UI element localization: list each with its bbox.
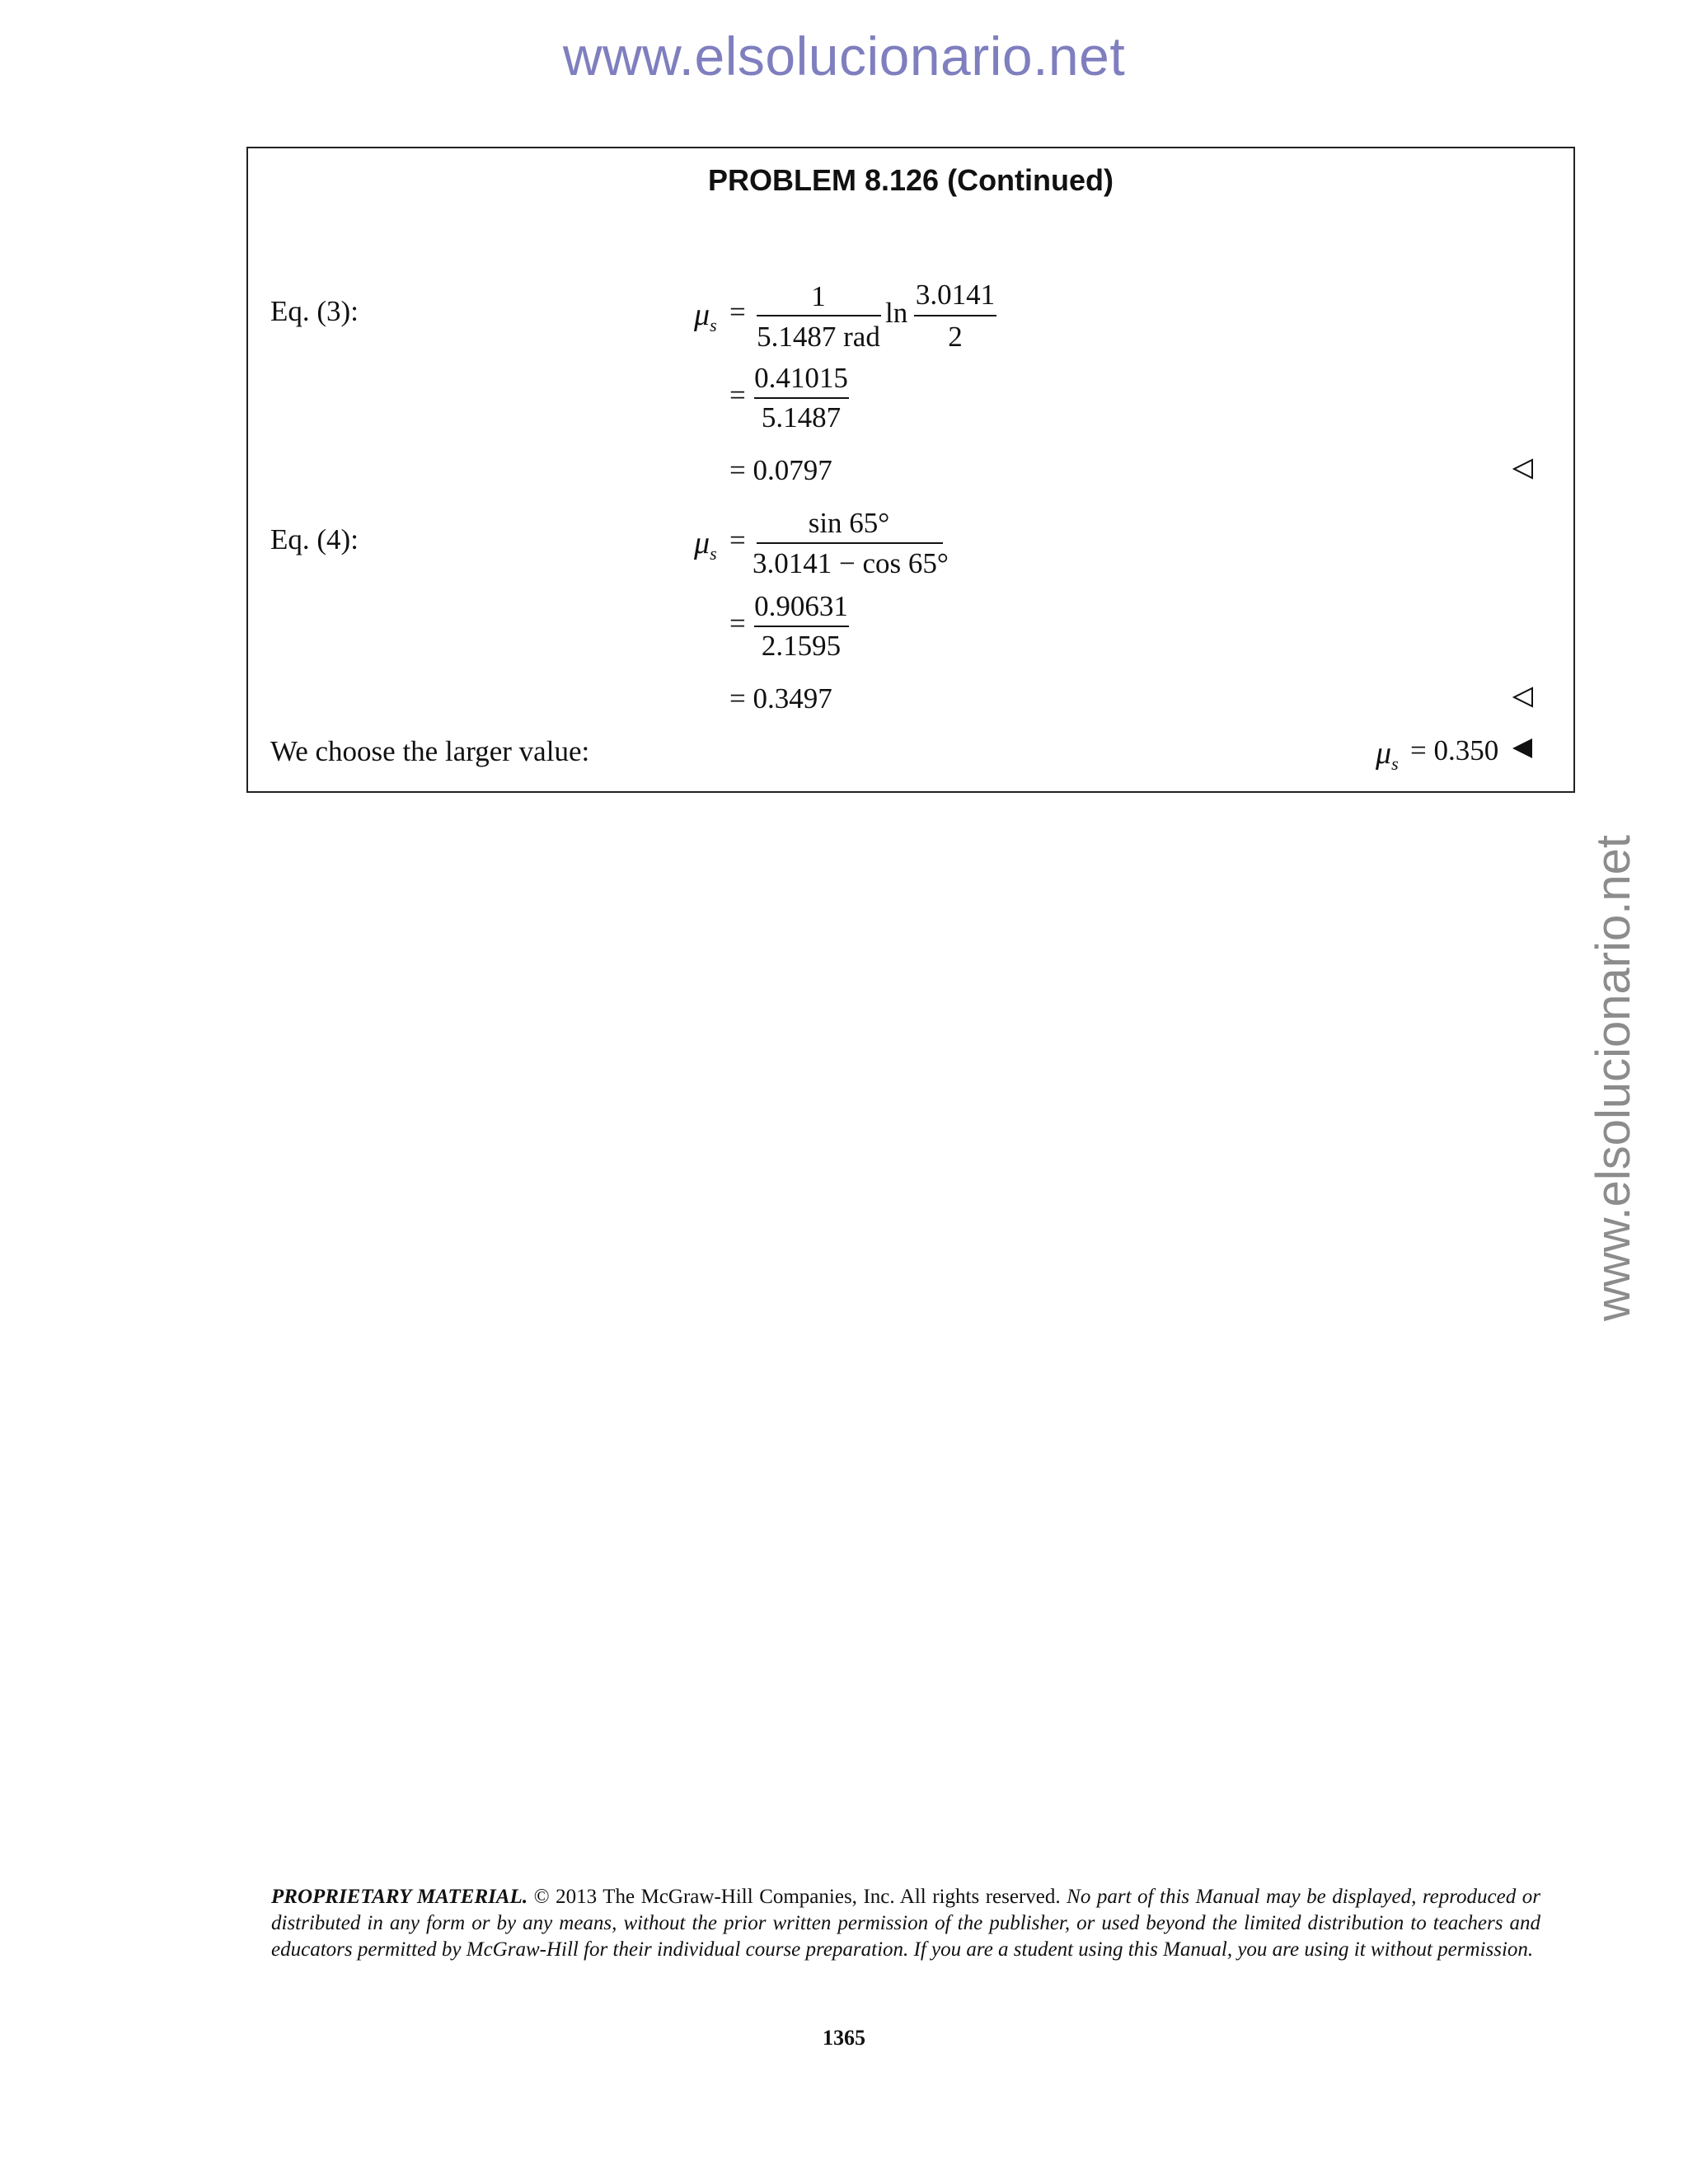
eq4-label: Eq. (4):: [270, 523, 359, 555]
eq3-ln: ln: [885, 297, 908, 329]
eq3-frac1-denominator: 5.1487 rad: [757, 321, 880, 353]
footer-copyright: © 2013 The McGraw-Hill Companies, Inc. All rights reserved.: [533, 1886, 1061, 1908]
eq4-result: = 0.3497: [729, 682, 832, 715]
footer-notice: No part of this Manual may be displayed, reproduced or distributed in any form or by any means, without the prior written permission of the publisher, or used beyond the limited distribution to teachers and educators permitted by McGraw-Hill for their individual course preparation. If you are a student using this Manual, you are using it without permission.: [271, 1886, 1540, 1961]
eq4-step2-line: [754, 626, 849, 627]
eq3-frac2-numerator: 3.0141: [915, 279, 996, 311]
eq3-step2-numerator: 0.41015: [754, 362, 848, 394]
eq4-mu: $\mu_s$: [694, 526, 717, 564]
eq3-label: Eq. (3):: [270, 295, 359, 327]
open-triangle-marker-icon: [1512, 687, 1534, 708]
eq4-equals: =: [729, 524, 746, 556]
watermark-top: www.elsolucionario.net: [562, 26, 1126, 87]
eq3-step2-line: [754, 397, 849, 399]
page-number: 1365: [823, 2026, 865, 2050]
answer-value: = 0.350: [1410, 734, 1499, 766]
eq3-mu: $\mu_s$: [694, 298, 717, 335]
problem-title: PROBLEM 8.126 (Continued): [707, 163, 1114, 197]
eq3-step2-denominator: 5.1487: [761, 401, 842, 434]
eq3-frac1-numerator: 1: [811, 280, 826, 312]
eq3-frac2-line: [914, 315, 996, 316]
eq3-result: = 0.0797: [729, 454, 832, 486]
filled-triangle-marker-icon: [1511, 737, 1534, 760]
answer-mu: $\mu_s$: [1376, 736, 1399, 774]
footer-lead: PROPRIETARY MATERIAL.: [271, 1886, 528, 1908]
eq4-frac1-denominator: 3.0141 − cos 65°: [753, 547, 949, 579]
proprietary-notice: [271, 1884, 1540, 1963]
eq3-frac2-denominator: 2: [948, 321, 963, 353]
eq3-step2-equals: =: [729, 379, 746, 411]
eq3-equals: =: [729, 296, 746, 328]
eq4-step2-denominator: 2.1595: [761, 630, 842, 662]
eq3-frac1-line: [757, 315, 881, 316]
problem-box: [246, 147, 1575, 793]
watermark-side: www.elsolucionario.net: [1587, 835, 1640, 1321]
eq4-frac1-numerator: sin 65°: [808, 507, 890, 539]
conclusion-text: We choose the larger value:: [270, 735, 590, 767]
eq4-frac1-line: [757, 542, 943, 544]
open-triangle-marker-icon: [1512, 458, 1534, 480]
eq4-step2-numerator: 0.90631: [754, 590, 848, 622]
eq4-step2-equals: =: [729, 607, 746, 640]
